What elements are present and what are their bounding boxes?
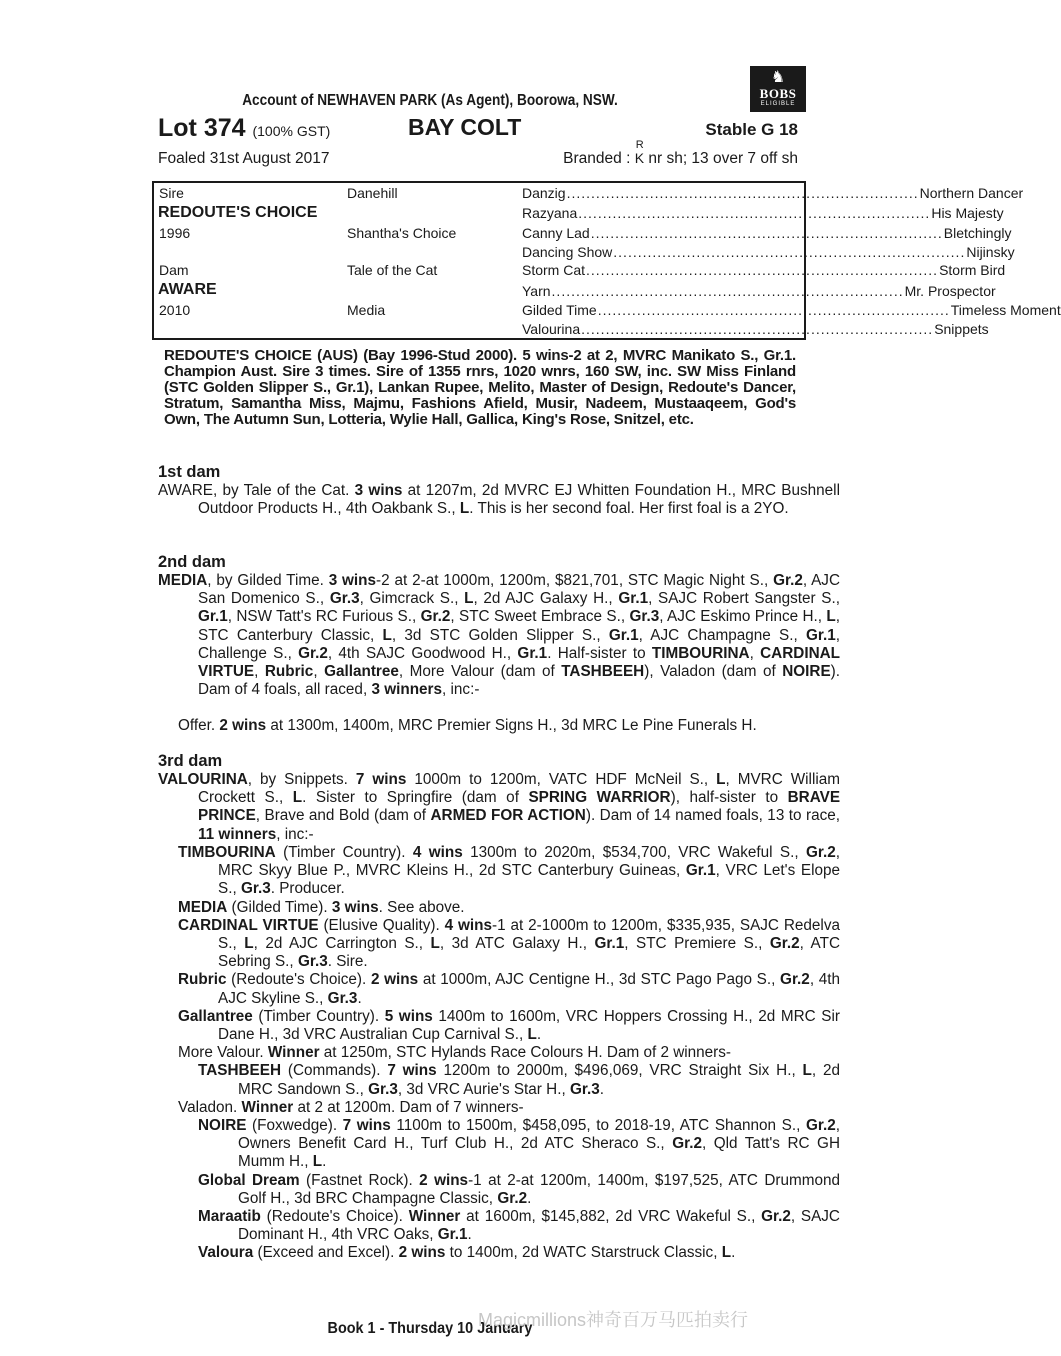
grand-left: Valourina xyxy=(522,321,581,337)
brand-mark xyxy=(634,139,645,166)
grand-right: Northern Dancer xyxy=(919,185,1024,201)
grand-row: Storm Cat ........................................................................ Storm Bird xyxy=(522,262,1006,278)
produce-entry: Gallantree (Timber Country). 5 wins 1400m to 1600m, VRC Hoppers Crossing H., 2d MRC Sir Dane H., 3d VRC Australian Cup Carnival S., L. xyxy=(178,1007,841,1044)
sire-summary: REDOUTE'S CHOICE (AUS) (Bay 1996-Stud 2000). 5 wins-2 at 2, MVRC Manikato S., Gr.1. Champion Aust. Sire 3 times. Sire of 1355 rnrs, 1020 wnrs, 160 SW, inc. SW Miss Finland (STC Golden Slipper S., Gr.1), Lankan Rupee, Melito, Master of Design, Redoute's Dancer, Stratum, Samantha Miss, Majmu, Fashions Afield, Musir, Nadeem, Mustaaqeem, God's Own, The Autumn Sun, Lotteria, Wylie Hall, Gallica, King's Rose, Snitzel, etc. xyxy=(164,347,796,428)
produce-entry: MEDIA (Gilded Time). 3 wins. See above. xyxy=(178,898,465,916)
vendor-account: Account of NEWHAVEN PARK (As Agent), Boorowa, NSW. xyxy=(242,92,618,109)
horse-icon: ♞ xyxy=(770,69,786,86)
lot-number xyxy=(158,114,330,143)
grand-left: Yarn xyxy=(522,283,551,299)
produce-entry: Valadon. Winner at 2 at 1200m. Dam of 7 winners- xyxy=(178,1098,524,1116)
brand-mark-top: R xyxy=(635,139,644,151)
grand-right: His Majesty xyxy=(931,205,1004,221)
lot-label: Lot 374 xyxy=(158,114,246,142)
produce-entry: TASHBEEH (Commands). 7 wins 1200m to 2000m, $496,069, VRC Straight Six H., L, 2d MRC Sandown S., Gr.3, 3d VRC Aurie's Star H., Gr.3. xyxy=(198,1062,840,1098)
grand-row: Yarn ........................................................................ Mr. Prospector xyxy=(522,283,996,299)
grand-right: Timeless Moment xyxy=(950,302,1061,318)
sire-name: REDOUTE'S CHOICE xyxy=(158,204,318,221)
sire-label: Sire xyxy=(159,185,184,201)
grand-row: Canny Lad ........................................................................ Bletchingly xyxy=(522,225,1012,241)
produce-entry: CARDINAL VIRTUE (Elusive Quality). 4 wins-1 at 2-1000m to 1200m, $335,935, SAJC Redelva S., L, 2d AJC Carrington S., L, 3d ATC Galaxy H., Gr.1, STC Premiere S., Gr.2, ATC Sebring S., Gr.3. Sire. xyxy=(178,916,840,971)
grand-left: Gilded Time xyxy=(522,302,597,318)
grand-left: Storm Cat xyxy=(522,262,586,278)
produce-entry: TIMBOURINA (Timber Country). 4 wins 1300m to 2020m, $534,700, VRC Wakeful S., Gr.2, MRC Skyy Blue P., MVRC Kleins H., 2d STC Canterbury Guineas, Gr.1, VRC Let's Elope S., Gr.3. Producer. xyxy=(178,844,840,898)
dam-dam: Media xyxy=(347,302,386,318)
grand-row: Gilded Time ........................................................................ Timeless Moment xyxy=(522,302,1061,318)
grand-left: Canny Lad xyxy=(522,225,590,241)
logo-subtext: ELIGIBLE xyxy=(760,101,796,107)
branded-label: Branded : xyxy=(563,150,631,167)
grand-row: Razyana ........................................................................ His Majesty xyxy=(522,205,1004,221)
grand-left: Razyana xyxy=(522,205,578,221)
grand-left: Dancing Show xyxy=(522,244,613,260)
dam-name: AWARE xyxy=(158,281,217,298)
third-dam-heading: 3rd dam xyxy=(158,752,223,770)
first-dam-heading: 1st dam xyxy=(158,463,221,481)
foaled-date: Foaled 31st August 2017 xyxy=(158,150,330,167)
produce-entry: Global Dream (Fastnet Rock). 2 wins-1 at 2-at 1200m, 1400m, $197,525, ATC Drummond Golf H., 3d BRC Champagne Classic, Gr.2. xyxy=(198,1171,840,1207)
brand-detail: nr sh; 13 over 7 off sh xyxy=(648,150,798,167)
second-dam-text: MEDIA, by Gilded Time. 3 wins-2 at 2-at 1000m, 1200m, $821,701, STC Magic Night S., Gr.2, AJC San Domenico S., Gr.3, Gimcrack S., L, 2d AJC Galaxy H., Gr.1, SAJC Robert Sangster S., Gr.1, NSW Tatt's RC Furious S., Gr.2, STC Sweet Embrace S., Gr.3, AJC Eskimo Prince H., L, STC Canterbury Classic, L, 3d STC Golden Slipper S., Gr.1, AJC Champagne S., Gr.1, Challenge S., Gr.2, 4th SAJC Goodwood H., Gr.1. Half-sister to TIMBOURINA, CARDINAL VIRTUE, Rubric, Gallantree, More Valour (dam of TASHBEEH), Valadon (dam of NOIRE). Dam of 4 foals, all raced, 3 winners, inc:- xyxy=(158,572,841,699)
sire-dam: Shantha's Choice xyxy=(347,225,457,241)
brand-mark-main: K xyxy=(634,150,645,166)
dam-year: 2010 xyxy=(159,302,191,318)
catalogue-footer: Book 1 - Thursday 10 January xyxy=(327,1320,533,1337)
grand-row: Dancing Show ........................................................................ Nijinsky xyxy=(522,244,1015,260)
sire-sire: Danehill xyxy=(347,185,398,201)
grand-right: Storm Bird xyxy=(939,262,1006,278)
lot-title: BAY COLT xyxy=(408,114,522,140)
produce-entry: More Valour. Winner at 1250m, STC Hylands Race Colours H. Dam of 2 winners- xyxy=(178,1044,732,1062)
pedigree-table xyxy=(152,181,1061,340)
produce-entry: Maraatib (Redoute's Choice). Winner at 1600m, $145,882, 2d VRC Wakeful S., Gr.2, SAJC Dominant H., 4th VRC Oaks, Gr.1. xyxy=(198,1208,840,1244)
watermark: Magicmillions神奇百万马匹拍卖行 xyxy=(478,1310,749,1330)
produce-entry: NOIRE (Foxwedge). 7 wins 1100m to 1500m, $458,095, to 2018-19, ATC Shannon S., Gr.2, Owners Benefit Card H., Turf Club H., 2d ATC Sheraco S., Gr.2, Qld Tatt's RC GH Mumm H., L. xyxy=(198,1117,840,1171)
second-dam-offspring: Offer. 2 wins at 1300m, 1400m, MRC Premier Signs H., 3d MRC Le Pine Funerals H. xyxy=(178,717,757,734)
dam-label: Dam xyxy=(159,262,189,278)
produce-entry: Valoura (Exceed and Excel). 2 wins to 1400m, 2d WATC Starstruck Classic, L. xyxy=(198,1244,736,1262)
grand-right: Bletchingly xyxy=(943,225,1012,241)
grand-right: Mr. Prospector xyxy=(904,283,996,299)
sire-year: 1996 xyxy=(159,225,191,241)
stable-number: Stable G 18 xyxy=(705,120,798,139)
logo-text: BOBS xyxy=(759,86,797,101)
gst-note: (100% GST) xyxy=(252,123,331,139)
third-dam-entries xyxy=(0,844,860,1263)
grand-right: Snippets xyxy=(934,321,989,337)
first-dam-text: AWARE, by Tale of the Cat. 3 wins at 1207m, 2d MVRC EJ Whitten Foundation H., MRC Bushnell Outdoor Products H., 4th Oakbank S., L. This is her second foal. Her first foal is a 2YO. xyxy=(158,482,840,518)
grand-left: Danzig xyxy=(522,185,566,201)
brand-info xyxy=(563,139,798,168)
second-dam-heading: 2nd dam xyxy=(158,553,226,571)
third-dam-text: VALOURINA, by Snippets. 7 wins 1000m to 1200m, VATC HDF McNeil S., L, MVRC William Crockett S., L. Sister to Springfire (dam of SPRING WARRIOR), half-sister to BRAVE PRINCE, Brave and Bold (dam of ARMED FOR ACTION). Dam of 14 named foals, 13 to race, 11 winners, inc:- xyxy=(158,771,841,843)
produce-entry: Rubric (Redoute's Choice). 2 wins at 1000m, AJC Centigne H., 3d STC Pago Pago S., Gr.2, 4th AJC Skyline S., Gr.3. xyxy=(178,971,841,1007)
grand-row: Danzig ........................................................................ Northern Dancer xyxy=(522,185,1024,201)
dam-sire: Tale of the Cat xyxy=(347,262,438,278)
grand-row: Valourina ........................................................................ Snippets xyxy=(522,321,989,337)
grand-right: Nijinsky xyxy=(966,244,1015,260)
